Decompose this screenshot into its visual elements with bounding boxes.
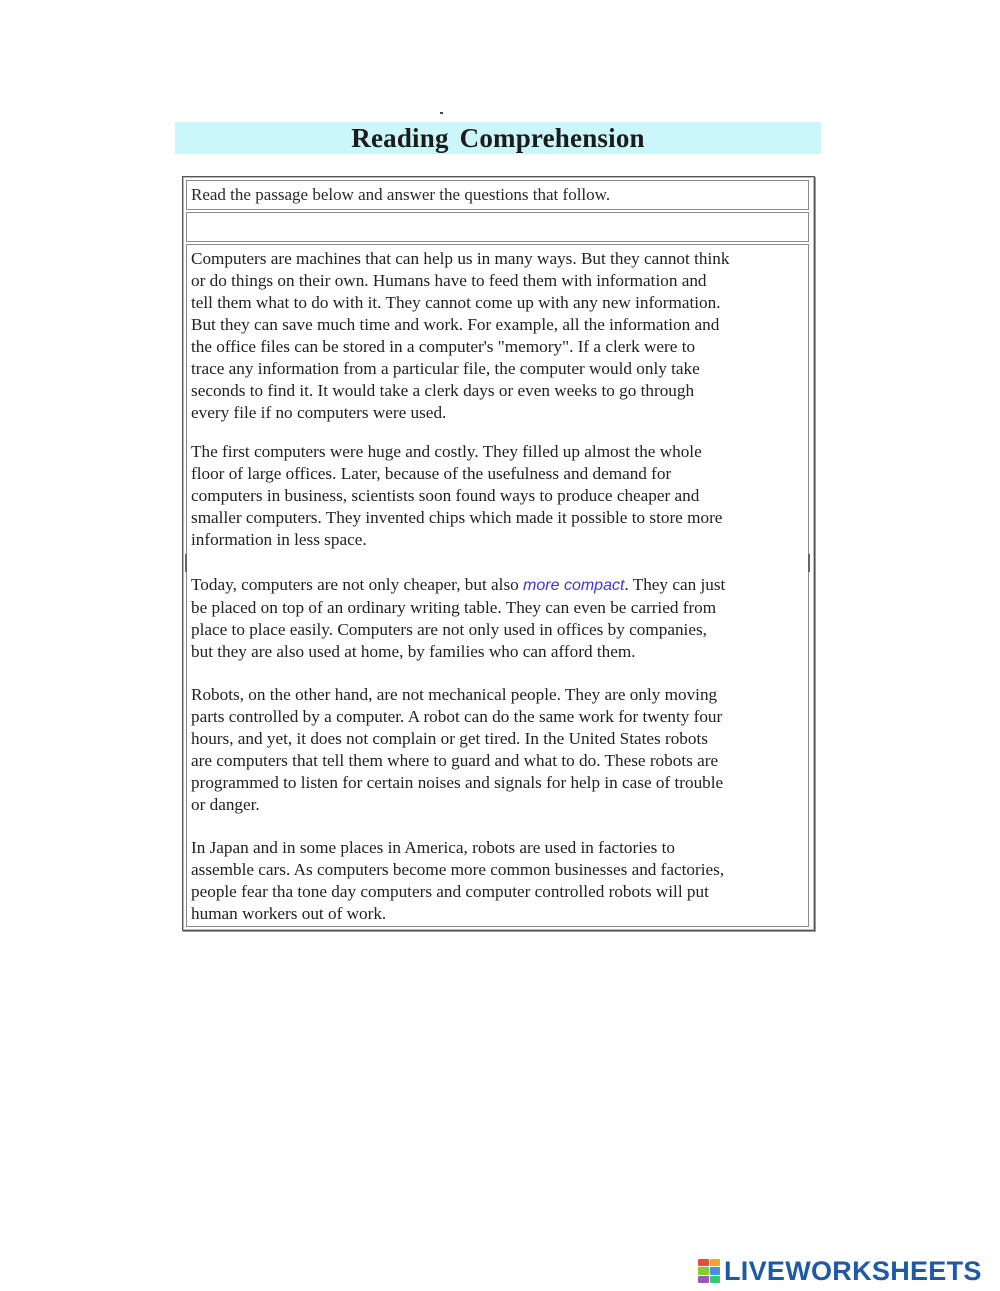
paragraph-line xyxy=(191,574,809,597)
cell-border-gap xyxy=(185,554,187,572)
paragraph-line: floor of large offices. Later, because of the usefulness and demand for xyxy=(191,464,672,483)
cell-border-gap xyxy=(808,554,810,572)
logo-block xyxy=(710,1259,721,1266)
paragraph-line: seconds to find it. It would take a clerk days or even weeks to go through xyxy=(191,381,695,400)
paragraph-line: or do things on their own. Humans have to feed them with information and xyxy=(191,271,707,290)
paragraph-line: people fear tha tone day computers and computer controlled robots will put xyxy=(191,882,709,901)
paragraph-line: smaller computers. They invented chips which made it possible to store more xyxy=(191,508,723,527)
paragraph-line: Computers are machines that can help us in many ways. But they cannot think xyxy=(191,249,730,268)
paragraph-1 xyxy=(191,248,809,424)
worksheet-table xyxy=(182,176,815,931)
paragraph-line: information in less space. xyxy=(191,530,367,549)
brand-text: LIVEWORKSHEETS xyxy=(724,1256,982,1286)
passage-cell xyxy=(186,244,809,927)
logo-block xyxy=(698,1259,709,1266)
instruction-cell xyxy=(186,180,809,210)
page-title: Reading Comprehension xyxy=(351,123,645,153)
paragraph-2 xyxy=(191,441,809,551)
paragraph-line: parts controlled by a computer. A robot can do the same work for twenty four xyxy=(191,707,723,726)
paragraph-line: assemble cars. As computers become more common businesses and factories, xyxy=(191,860,725,879)
empty-cell xyxy=(186,212,809,242)
liveworksheets-brand[interactable] xyxy=(698,1257,982,1285)
paragraph-line: hours, and yet, it does not complain or get tired. In the United States robots xyxy=(191,729,708,748)
title-bar xyxy=(175,122,821,154)
line-text: . They can just xyxy=(624,575,726,594)
logo-block xyxy=(698,1276,709,1283)
paragraph-line: tell them what to do with it. They cannot come up with any new information. xyxy=(191,293,721,312)
paragraph-line: programmed to listen for certain noises and signals for help in case of trouble xyxy=(191,773,724,792)
paragraph-line: Robots, on the other hand, are not mechanical people. They are only moving xyxy=(191,685,718,704)
paragraph-line: every file if no computers were used. xyxy=(191,403,447,422)
liveworksheets-logo-icon xyxy=(698,1259,720,1283)
paragraph-line: human workers out of work. xyxy=(191,904,387,923)
logo-block xyxy=(710,1276,721,1283)
paragraph-line: the office files can be stored in a computer's "memory". If a clerk were to xyxy=(191,337,696,356)
paragraph-4 xyxy=(191,684,809,816)
instruction-text: Read the passage below and answer the questions that follow. xyxy=(191,185,611,204)
logo-block xyxy=(698,1267,709,1274)
paragraph-line: but they are also used at home, by families who can afford them. xyxy=(191,642,636,661)
paragraph-line: The first computers were huge and costly. They filled up almost the whole xyxy=(191,442,702,461)
paragraph-5 xyxy=(191,837,809,925)
paragraph-line: or danger. xyxy=(191,795,260,814)
paragraph-line: be placed on top of an ordinary writing table. They can even be carried from xyxy=(191,598,717,617)
paragraph-line: But they can save much time and work. For example, all the information and xyxy=(191,315,720,334)
paragraph-line: are computers that tell them where to guard and what to do. These robots are xyxy=(191,751,719,770)
paragraph-line: In Japan and in some places in America, robots are used in factories to xyxy=(191,838,675,857)
paragraph-3 xyxy=(191,574,809,663)
highlighted-phrase: more compact xyxy=(523,577,625,594)
stray-mark xyxy=(440,112,443,114)
line-text: Today, computers are not only cheaper, but also xyxy=(191,575,524,594)
paragraph-line: trace any information from a particular file, the computer would only take xyxy=(191,359,700,378)
logo-block xyxy=(710,1267,721,1274)
paragraph-line: place to place easily. Computers are not only used in offices by companies, xyxy=(191,620,707,639)
paragraph-line: computers in business, scientists soon found ways to produce cheaper and xyxy=(191,486,700,505)
